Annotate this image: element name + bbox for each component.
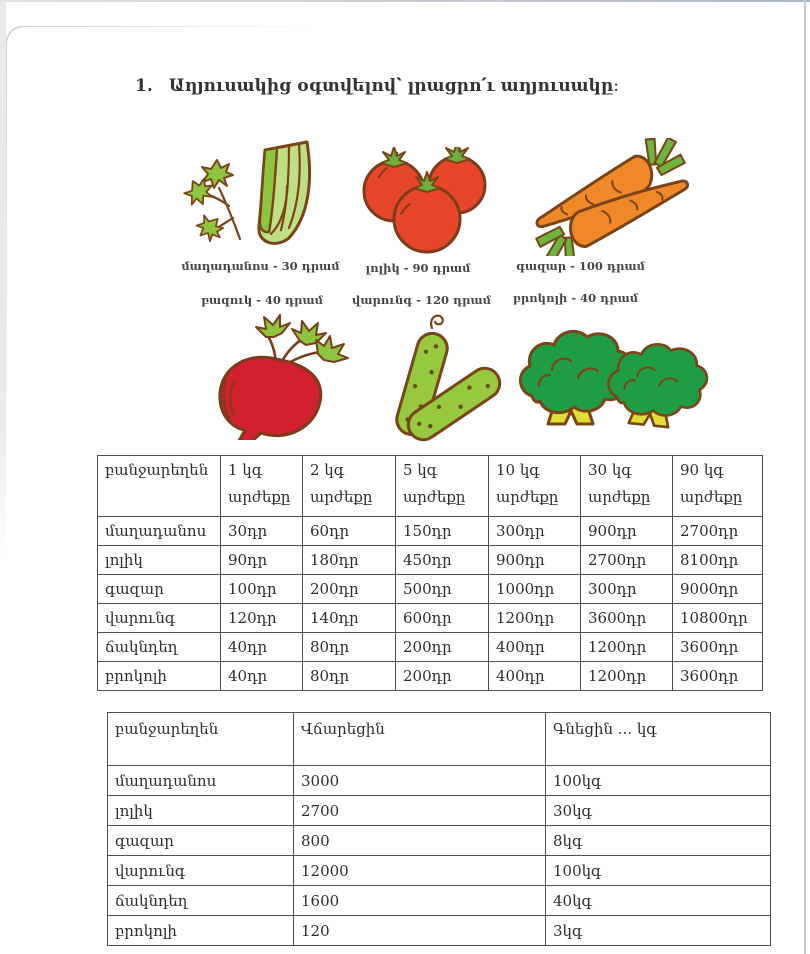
vegetable-name-cell: գազար — [108, 826, 294, 856]
price-label-beet: բազուկ - 40 դրամ — [201, 293, 323, 307]
price-cell: 60դր — [303, 517, 396, 546]
price-cell: 10800դր — [673, 604, 763, 633]
price-table-col-header-5kg — [396, 456, 489, 517]
bought-cell: 100կգ — [546, 766, 771, 796]
price-cell: 90դր — [221, 546, 303, 575]
price-cell: 1200դր — [489, 604, 581, 633]
price-cell: 200դր — [396, 633, 489, 662]
header-qty: 10 կգ — [496, 461, 540, 479]
price-cell: 120դր — [221, 604, 303, 633]
price-cell: 40դր — [221, 662, 303, 691]
page-left-border — [6, 44, 7, 464]
price-cell: 400դր — [489, 633, 581, 662]
purchase-table-header-row — [108, 713, 771, 766]
table-row — [108, 766, 771, 796]
price-cell: 80դր — [303, 662, 396, 691]
header-word: արժեքը — [680, 488, 743, 506]
beet-illustration — [188, 312, 358, 440]
paid-cell: 12000 — [294, 856, 546, 886]
price-label-cucumber: վարունգ - 120 դրամ — [352, 293, 491, 307]
header-qty: 1 կգ — [228, 461, 263, 479]
carrots-illustration — [490, 138, 705, 256]
bought-cell: 100կգ — [546, 856, 771, 886]
page-top-border — [25, 26, 325, 27]
header-word: արժեքը — [496, 488, 559, 506]
price-table-header-row — [98, 456, 763, 517]
price-cell: 300դր — [489, 517, 581, 546]
price-cell: 200դր — [303, 575, 396, 604]
price-cell: 3600դր — [581, 604, 673, 633]
table-row — [108, 796, 771, 826]
bought-cell: 30կգ — [546, 796, 771, 826]
header-word: արժեքը — [310, 488, 373, 506]
bought-cell: 40կգ — [546, 886, 771, 916]
price-label-carrot: գազար - 100 դրամ — [516, 259, 645, 273]
price-cell: 400դր — [489, 662, 581, 691]
price-cell: 200դր — [396, 662, 489, 691]
price-cell: 1200դր — [581, 633, 673, 662]
price-cell: 80դր — [303, 633, 396, 662]
price-cell: 2700դր — [581, 546, 673, 575]
purchase-table-header-paid: Վճարեցին — [294, 713, 546, 766]
vegetable-name-cell: բրոկոլի — [108, 916, 294, 946]
price-cell: 150դր — [396, 517, 489, 546]
price-table-corner-header: բանջարեղեն — [98, 456, 221, 517]
header-qty: 30 կգ — [588, 461, 632, 479]
vegetable-name-cell: վարունգ — [108, 856, 294, 886]
header-word: արժեքը — [403, 488, 466, 506]
cucumbers-illustration — [366, 310, 506, 442]
table-row — [108, 916, 771, 946]
price-cell: 900դր — [581, 517, 673, 546]
price-cell: 3600դր — [673, 633, 763, 662]
price-table-col-header-30kg — [581, 456, 673, 517]
price-cell: 600դր — [396, 604, 489, 633]
price-cell: 40դր — [221, 633, 303, 662]
price-label-parsley: մաղադանոս - 30 դրամ — [181, 259, 340, 273]
price-label-tomato: լոլիկ - 90 դրամ — [365, 261, 471, 275]
table-row — [108, 886, 771, 916]
price-table-col-header-1kg — [221, 456, 303, 517]
vegetable-name-cell: մաղադանոս — [108, 766, 294, 796]
price-cell: 8100դր — [673, 546, 763, 575]
header-qty: 90 կգ — [680, 461, 724, 479]
vegetable-name-cell: գազար — [98, 575, 221, 604]
price-cell: 30դր — [221, 517, 303, 546]
table-row — [108, 826, 771, 856]
paid-cell: 800 — [294, 826, 546, 856]
page-top-edge — [0, 0, 810, 2]
parsley-celery-illustration — [183, 138, 343, 253]
price-label-broccoli: բրոկոլի - 40 դրամ — [512, 291, 639, 305]
tomatoes-illustration — [357, 147, 492, 255]
price-cell: 2700դր — [673, 517, 763, 546]
exercise-number: 1. — [135, 76, 153, 96]
header-word: արժեքը — [228, 488, 291, 506]
vegetable-name-cell: ճակնդեղ — [108, 886, 294, 916]
vegetable-name-cell: բրոկոլի — [98, 662, 221, 691]
page-right-edge — [804, 0, 806, 954]
paid-cell: 3000 — [294, 766, 546, 796]
price-table-col-header-10kg — [489, 456, 581, 517]
bought-cell: 3կգ — [546, 916, 771, 946]
header-qty: 2 կգ — [310, 461, 345, 479]
paid-cell: 120 — [294, 916, 546, 946]
table-row — [98, 604, 763, 633]
page-corner — [6, 26, 30, 50]
price-cell: 3600դր — [673, 662, 763, 691]
table-row — [98, 575, 763, 604]
bought-cell: 8կգ — [546, 826, 771, 856]
price-cell: 180դր — [303, 546, 396, 575]
purchase-table-header-vegetable: բանջարեղեն — [108, 713, 294, 766]
price-cell: 450դր — [396, 546, 489, 575]
purchase-table-header-bought: Գնեցին ... կգ — [546, 713, 771, 766]
price-cell: 9000դր — [673, 575, 763, 604]
vegetable-name-cell: վարունգ — [98, 604, 221, 633]
header-word: արժեքը — [588, 488, 651, 506]
price-table — [97, 455, 763, 691]
vegetable-name-cell: ճակնդեղ — [98, 633, 221, 662]
price-cell: 500դր — [396, 575, 489, 604]
table-row — [98, 662, 763, 691]
exercise-title — [135, 76, 619, 96]
price-cell: 900դր — [489, 546, 581, 575]
vegetable-name-cell: լոլիկ — [108, 796, 294, 826]
table-row — [108, 856, 771, 886]
table-row — [98, 517, 763, 546]
table-row — [98, 546, 763, 575]
paid-cell: 1600 — [294, 886, 546, 916]
purchase-table — [107, 712, 771, 946]
table-row — [98, 633, 763, 662]
header-qty: 5 կգ — [403, 461, 438, 479]
price-cell: 1200դր — [581, 662, 673, 691]
price-cell: 300դր — [581, 575, 673, 604]
price-cell: 1000դր — [489, 575, 581, 604]
price-table-col-header-2kg — [303, 456, 396, 517]
price-table-col-header-90kg — [673, 456, 763, 517]
vegetable-name-cell: մաղադանոս — [98, 517, 221, 546]
vegetable-name-cell: լոլիկ — [98, 546, 221, 575]
exercise-title-text: Աղյուսակից օգտվելով՝ լրացրո՛ւ աղյուսակը։ — [168, 76, 620, 96]
broccoli-illustration — [518, 322, 710, 437]
paid-cell: 2700 — [294, 796, 546, 826]
price-cell: 100դր — [221, 575, 303, 604]
price-cell: 140դր — [303, 604, 396, 633]
